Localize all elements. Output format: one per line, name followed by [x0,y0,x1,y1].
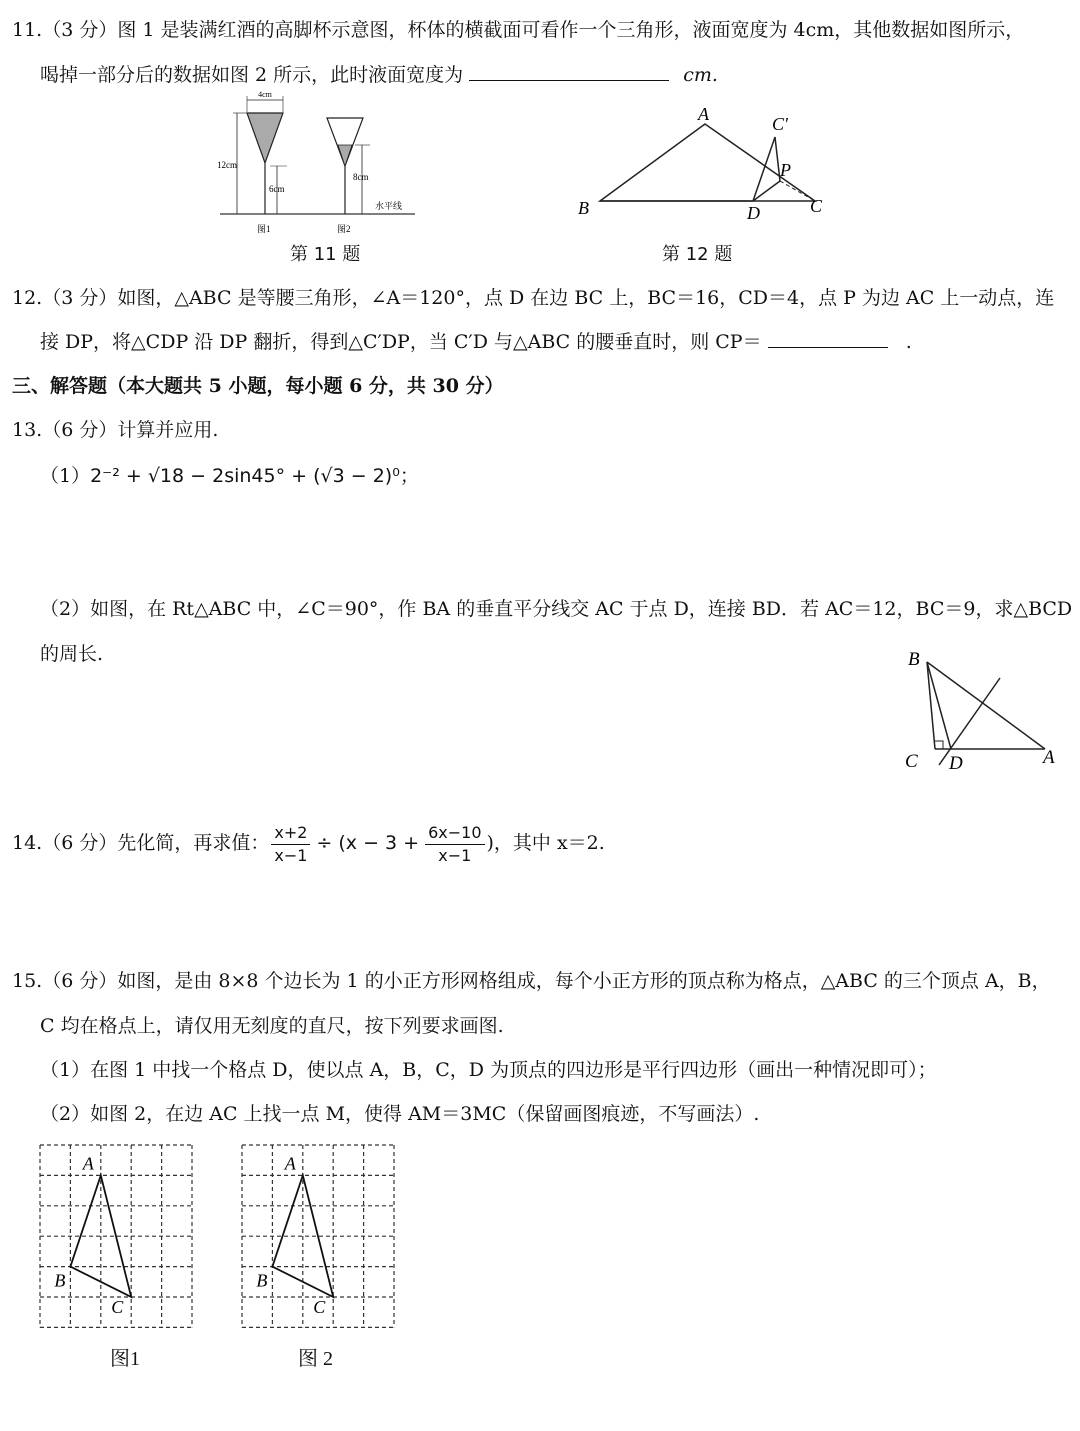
q11-line2 [40,62,718,87]
q15-grid-figure-1 [30,1135,205,1335]
q11-caption: 第 11 题 [290,244,361,265]
q12-line1: 12.（3 分）如图，△ABC 是等腰三角形，∠A＝120°，点 D 在边 BC 上，BC＝16，CD＝4，点 P 为边 AC 上一动点，连 [12,287,1055,309]
vertex-label-c: C [313,1297,326,1317]
q11-line1: 11.（3 分）图 1 是装满红酒的高脚杯示意图，杯体的横截面可看作一个三角形，液面宽度为 4cm，其他数据如图所示， [12,19,1025,41]
q11-fig1-label: 图1 [257,224,271,234]
q11-width-label: 4cm [258,90,272,99]
q11-answer-blank[interactable] [469,62,669,81]
q12-end: . [905,331,912,353]
q12-line2-text: 接 DP，将△CDP 沿 DP 翻折，得到△C′DP，当 C′D 与△ABC 的腰垂直时，则 CP＝ [40,331,762,353]
q14-suffix: )，其中 x＝2. [486,832,605,854]
q12-label-P: P [780,160,791,180]
q15-line1: 15.（6 分）如图，是由 8×8 个边长为 1 的小正方形网格组成，每个小正方形的顶点称为格点，△ABC 的三个顶点 A，B， [12,970,1051,992]
q11-horizon-label: 水平线 [375,201,403,211]
q13-part1 [40,464,419,488]
q14-mid: ÷ (x − 3 + [316,832,420,854]
vertex-label-c: C [111,1297,124,1317]
q12-caption: 第 12 题 [662,244,733,265]
q15-part1: （1）在图 1 中找一个格点 D，使以点 A，B，C，D 为顶点的四边形是平行四边形（画出一种情况即可）； [40,1059,937,1081]
q12-label-C: C [810,196,823,216]
q14-line [12,820,605,866]
q13-part1-expr: 2⁻² + √18 − 2sin45° + (√3 − 2)⁰； [90,465,419,487]
q13-label-A: A [1043,747,1055,768]
q14-f2-denominator: x−1 [438,845,472,865]
q14-prefix: 14.（6 分）先化简，再求值： [12,832,270,854]
q14-f2-numerator: 6x−10 [425,824,484,845]
q11-fig2-label: 图2 [337,224,351,234]
q11-unit: cm. [683,64,718,86]
q11-stem-label: 6cm [269,184,285,194]
q12-label-Cprime: C′ [772,114,788,134]
vertex-label-a: A [284,1153,296,1174]
q13-part2-line1: （2）如图，在 Rt△ABC 中，∠C＝90°，作 BA 的垂直平分线交 AC 于点 D，连接 BD．若 AC＝12，BC＝9，求△BCD [40,598,1073,620]
q14-f1-numerator: x+2 [271,824,310,845]
q13-label-C: C [905,751,918,772]
q13-label-D: D [949,753,963,774]
q11-figure [215,88,425,238]
q13-part1-label: （1） [40,465,91,487]
q14-fraction-2 [425,824,484,865]
q14-f1-denominator: x−1 [274,845,308,865]
q15-part2: （2）如图 2，在边 AC 上找一点 M，使得 AM＝3MC（保留画图痕迹，不写画法）. [40,1103,760,1125]
vertex-label-b: B [256,1270,268,1291]
q13-figure [895,645,1065,775]
q13-title: 13.（6 分）计算并应用. [12,419,219,441]
q12-label-B: B [578,198,589,218]
q13-label-B: B [908,649,920,670]
q11-line2-text: 喝掉一部分后的数据如图 2 所示，此时液面宽度为 [40,64,464,86]
q14-fraction-1 [271,824,310,865]
section-3-heading: 三、解答题（本大题共 5 小题，每小题 6 分，共 30 分） [12,375,504,397]
q15-fig1-caption: 图1 [110,1348,140,1370]
q11-h2-label: 8cm [353,172,369,182]
q12-answer-blank[interactable] [768,329,888,348]
q15-grid-figure-2 [232,1135,407,1335]
q11-height-label: 12cm [217,160,237,170]
q12-label-D: D [747,203,760,223]
q13-part2-line2: 的周长. [40,643,104,665]
q15-fig2-caption: 图 2 [298,1348,333,1370]
vertex-label-a: A [82,1153,94,1174]
q12-line2 [40,329,912,354]
q12-figure [570,100,840,230]
vertex-label-b: B [54,1270,66,1291]
q15-line2: C 均在格点上，请仅用无刻度的直尺，按下列要求画图. [40,1015,504,1037]
q12-label-A: A [698,104,709,124]
